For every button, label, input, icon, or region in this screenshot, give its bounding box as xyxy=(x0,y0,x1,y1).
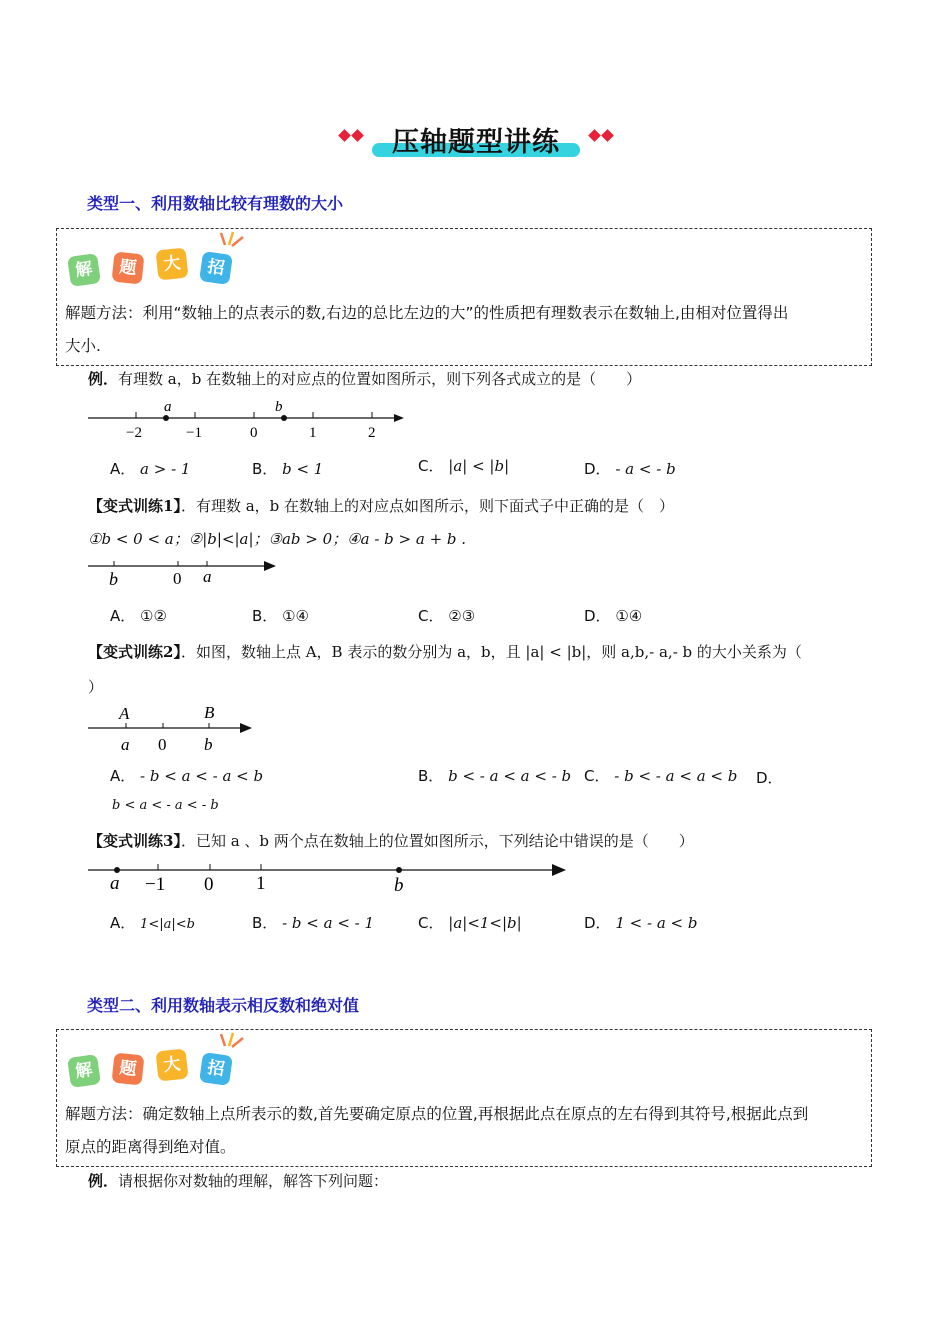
tick-label: −2 xyxy=(126,425,142,441)
badge-3: 大 xyxy=(156,248,189,281)
example-1-option-d[interactable]: D． - a < - b xyxy=(584,460,676,478)
training-1-statements: ①b < 0 < a；②|b|<|a|；③ab > 0；④a - b > a + b . xyxy=(88,530,467,548)
training-2-option-d[interactable]: D． xyxy=(756,769,783,787)
training-3-option-d[interactable]: D． 1 < - a < b xyxy=(584,914,698,932)
example-1-label: 例． xyxy=(88,370,119,388)
training-2-option-b[interactable]: B． b < - a < a < - b xyxy=(418,767,572,785)
training-3-number-line xyxy=(86,856,576,896)
training-3-option-b[interactable]: B． - b < a < - 1 xyxy=(252,914,375,932)
method-2-line-1: 解题方法：确定数轴上点所表示的数,首先要确定原点的位置,再根据此点在原点的左右得到其符号,根据此点到 xyxy=(65,1105,809,1123)
training-2-question xyxy=(88,641,802,662)
method-2-line-2: 原点的距离得到绝对值。 xyxy=(65,1138,236,1156)
badge-4: 招 xyxy=(199,1052,233,1086)
method-1-line-1: 解题方法：利用“数轴上的点表示的数,右边的总比左边的大”的性质把有理数表示在数轴上,由相对位置得出 xyxy=(65,304,789,322)
training-3-text: ．已知 a 、b 两个点在数轴上的位置如图所示，下列结论中错误的是（ ） xyxy=(180,832,694,850)
title-diamond-left-2 xyxy=(351,129,364,142)
axis-label-b: b xyxy=(109,569,118,589)
axis-label-a: a xyxy=(110,873,120,894)
point-label-B: B xyxy=(204,703,215,722)
training-3-question xyxy=(88,830,694,851)
point-label-A: A xyxy=(119,704,130,723)
axis-label-b: b xyxy=(204,735,213,754)
training-2-number-line xyxy=(86,702,266,758)
axis-label-b: b xyxy=(275,399,283,415)
tick-label: 0 xyxy=(173,569,182,588)
example-1-number-line xyxy=(86,396,416,446)
section-2-heading: 类型二、利用数轴表示相反数和绝对值 xyxy=(87,996,360,1015)
training-1-label: 【变式训练1】 xyxy=(88,497,181,515)
badge-2: 题 xyxy=(112,1053,145,1086)
method-box-1 xyxy=(56,228,872,366)
training-1-text: ．有理数 a，b 在数轴上的对应点如图所示，则下面式子中正确的是（ ） xyxy=(180,497,675,515)
training-2-text: ．如图，数轴上点 A，B 表示的数分别为 a，b，且 |a| < |b|，则 a,b,- a,- b 的大小关系为（ xyxy=(180,643,802,661)
training-2-question-cont: ） xyxy=(88,678,104,696)
training-2-label: 【变式训练2】 xyxy=(88,643,181,661)
example-2-question xyxy=(88,1170,388,1191)
training-1-option-d[interactable]: D． ①④ xyxy=(584,607,643,625)
badge-1: 解 xyxy=(67,1054,101,1088)
axis-label-b: b xyxy=(394,875,404,896)
training-1-option-a[interactable]: A． ①② xyxy=(110,607,167,625)
training-3-option-a[interactable]: A． 1<|a|<b xyxy=(110,914,195,932)
tick-label: 0 xyxy=(250,425,258,441)
badge-spark-icon xyxy=(217,229,247,249)
example-1-text: 有理数 a，b 在数轴上的对应点的位置如图所示，则下列各式成立的是（ ） xyxy=(118,370,642,388)
badge-1: 解 xyxy=(67,253,101,287)
method-1-line-2: 大小. xyxy=(65,337,101,355)
example-2-text: 请根据你对数轴的理解，解答下列问题： xyxy=(118,1172,389,1190)
training-2-option-c[interactable]: C． - b < - a < a < b xyxy=(584,767,738,785)
page-title: 压轴题型讲练 xyxy=(392,127,560,158)
tick-label: −1 xyxy=(186,425,202,441)
title-diamond-left-1 xyxy=(338,129,351,142)
training-1-number-line xyxy=(86,556,286,592)
axis-label-a: a xyxy=(164,399,172,415)
tick-label: 1 xyxy=(256,873,266,894)
training-3-option-c[interactable]: C． |a|<1<|b| xyxy=(418,914,522,932)
example-1-option-c[interactable]: C． |a| < |b| xyxy=(418,457,510,475)
training-3-label: 【变式训练3】 xyxy=(88,832,181,850)
training-2-option-a[interactable]: A． - b < a < - a < b xyxy=(110,767,264,785)
tick-label: 1 xyxy=(309,425,317,441)
tick-label: 0 xyxy=(204,874,214,895)
axis-label-a: a xyxy=(203,567,212,586)
example-1-option-b[interactable]: B． b < 1 xyxy=(252,460,324,478)
tick-label: 2 xyxy=(368,425,376,441)
training-1-option-b[interactable]: B． ①④ xyxy=(252,607,309,625)
badge-3: 大 xyxy=(156,1049,189,1082)
badge-spark-icon xyxy=(217,1030,247,1050)
badge-2: 题 xyxy=(112,252,145,285)
title-diamond-right-2 xyxy=(601,129,614,142)
axis-label-a: a xyxy=(121,735,130,754)
tick-label: −1 xyxy=(145,874,166,895)
training-1-option-c[interactable]: C． ②③ xyxy=(418,607,476,625)
tick-label: 0 xyxy=(158,735,167,754)
training-1-question xyxy=(88,495,674,516)
section-1-heading: 类型一、利用数轴比较有理数的大小 xyxy=(87,194,344,213)
example-1-option-a[interactable]: A． a > - 1 xyxy=(110,460,191,478)
title-diamond-right-1 xyxy=(588,129,601,142)
method-box-2 xyxy=(56,1029,872,1167)
example-1-question xyxy=(88,368,641,389)
training-2-option-d-expr: b < a < - a < - b xyxy=(112,798,219,813)
badge-4: 招 xyxy=(199,251,233,285)
example-2-label: 例． xyxy=(88,1172,119,1190)
